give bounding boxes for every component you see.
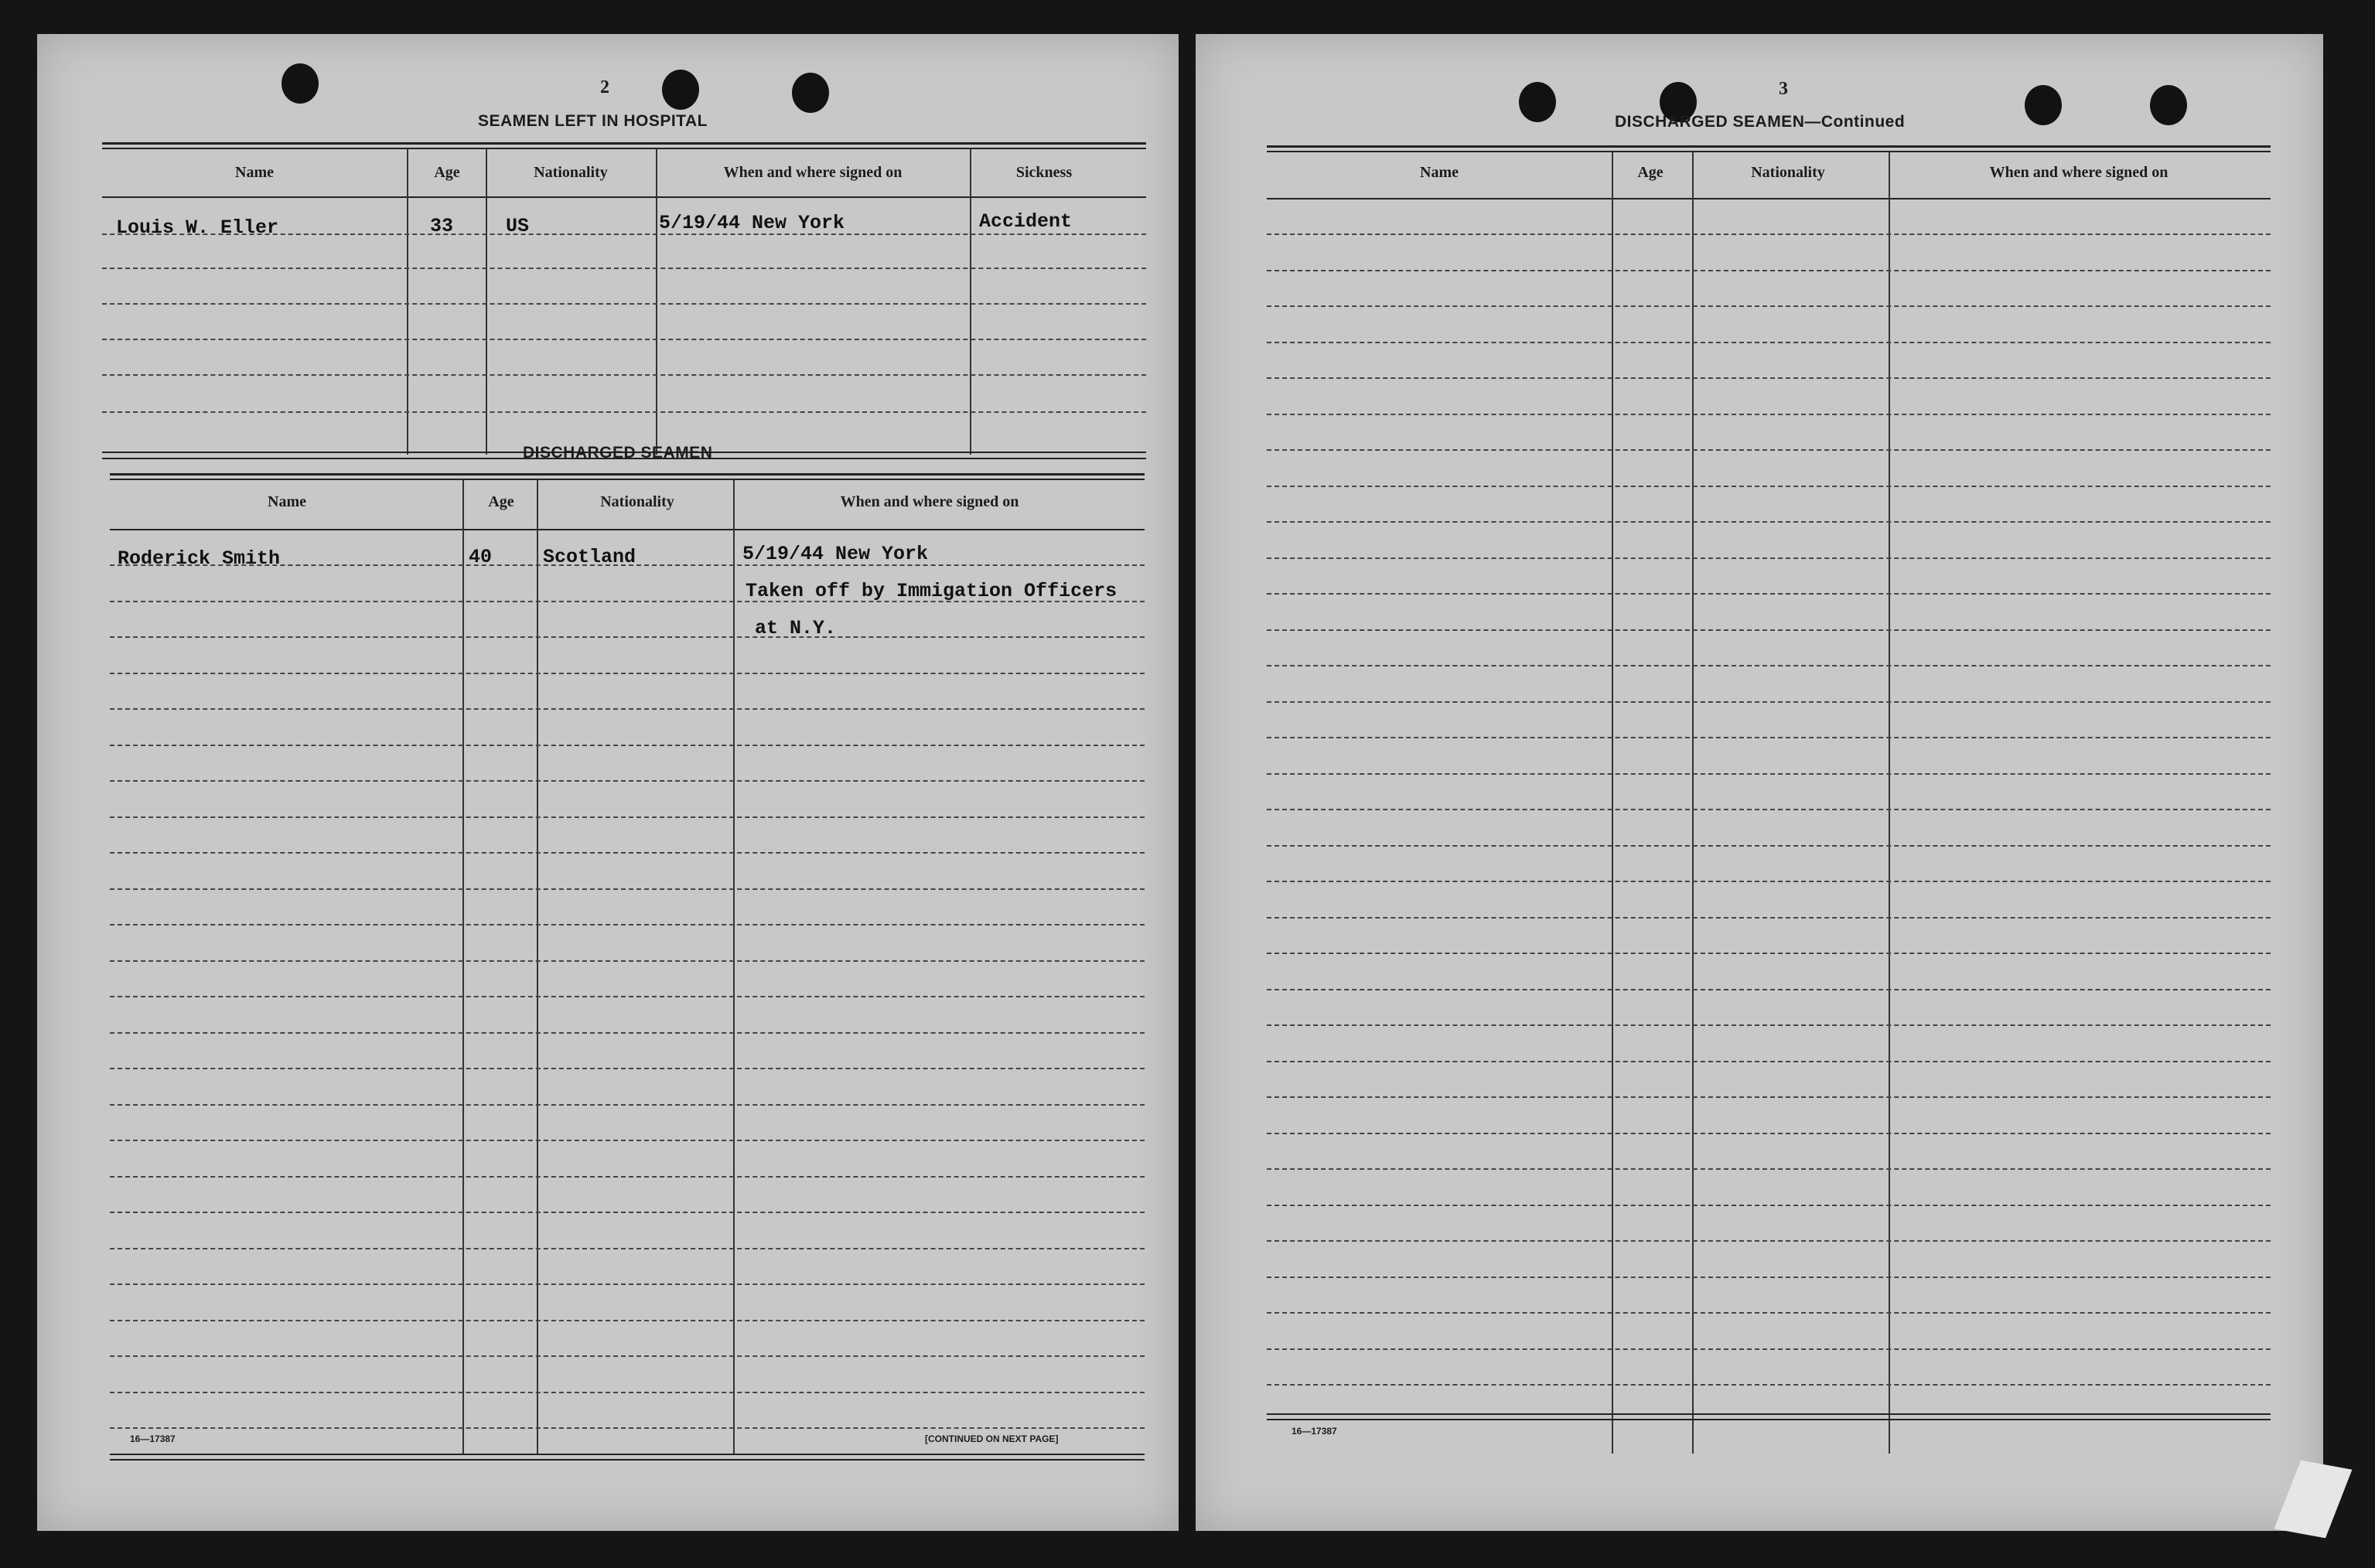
row-line xyxy=(110,601,1145,602)
continued-section-title: DISCHARGED SEAMEN—Continued xyxy=(1615,113,1906,131)
table-rule xyxy=(1267,145,2271,148)
column-header: Age xyxy=(1637,164,1664,181)
row-line xyxy=(110,1032,1145,1034)
column-header: Nationality xyxy=(534,164,608,181)
hospital-signed-on: 5/19/44 New York xyxy=(659,212,845,234)
column-header: Name xyxy=(235,164,274,181)
row-line xyxy=(1267,486,2271,487)
punch-hole xyxy=(662,70,699,110)
column-divider xyxy=(733,479,735,1454)
row-line xyxy=(1267,665,2271,666)
column-divider xyxy=(537,479,538,1454)
row-line xyxy=(110,1248,1145,1249)
row-line xyxy=(1267,557,2271,559)
row-line xyxy=(1267,270,2271,271)
punch-hole xyxy=(2025,85,2062,125)
row-line xyxy=(110,636,1145,638)
row-line xyxy=(1267,1096,2271,1098)
row-line xyxy=(1267,629,2271,631)
row-line xyxy=(110,1104,1145,1106)
row-line xyxy=(110,1068,1145,1069)
row-line xyxy=(110,852,1145,854)
row-line xyxy=(1267,414,2271,415)
row-line xyxy=(1267,1024,2271,1026)
column-header: Sickness xyxy=(1015,164,1073,181)
table-rule xyxy=(102,148,1146,149)
right-page xyxy=(1196,34,2323,1531)
row-line xyxy=(110,1283,1145,1285)
row-line xyxy=(110,888,1145,890)
row-line xyxy=(1267,1277,2271,1278)
row-line xyxy=(1267,881,2271,882)
discharged-signed-on: 5/19/44 New York xyxy=(742,543,929,565)
row-line xyxy=(110,1392,1145,1393)
column-divider xyxy=(656,148,657,455)
table-bottom-rule xyxy=(1267,1419,2271,1420)
row-line xyxy=(110,1176,1145,1178)
row-line xyxy=(1267,305,2271,307)
page-number: 3 xyxy=(1779,79,1788,99)
table-rule xyxy=(110,473,1145,476)
row-line xyxy=(1267,342,2271,343)
column-divider xyxy=(1612,152,1613,1454)
row-line xyxy=(110,1355,1145,1357)
row-line xyxy=(1267,1133,2271,1134)
discharged-section-title: DISCHARGED SEAMEN xyxy=(523,444,713,462)
row-line xyxy=(110,780,1145,782)
row-line xyxy=(102,374,1146,376)
row-line xyxy=(102,411,1146,413)
column-header: Age xyxy=(434,164,460,181)
row-line xyxy=(110,1212,1145,1213)
form-code: 16—17387 xyxy=(1292,1426,1337,1437)
row-line xyxy=(1267,845,2271,847)
row-line xyxy=(110,960,1145,962)
row-line xyxy=(110,745,1145,746)
row-line xyxy=(1267,233,2271,235)
row-line xyxy=(1267,701,2271,703)
row-line xyxy=(1267,449,2271,451)
hospital-nationality: US xyxy=(506,215,530,237)
column-divider xyxy=(486,148,487,455)
row-line xyxy=(102,268,1146,269)
column-header: Nationality xyxy=(600,493,674,510)
column-divider xyxy=(1692,152,1694,1454)
hospital-name: Louis W. Eller xyxy=(116,216,279,239)
row-line xyxy=(1267,521,2271,523)
table-bottom-rule xyxy=(110,1454,1145,1455)
row-line xyxy=(110,996,1145,997)
hospital-section-title: SEAMEN LEFT IN HOSPITAL xyxy=(478,112,708,130)
header-rule xyxy=(1267,198,2271,199)
row-line xyxy=(1267,1240,2271,1242)
header-rule xyxy=(110,529,1145,530)
discharged-nationality: Scotland xyxy=(543,546,636,568)
hospital-age: 33 xyxy=(430,215,454,237)
row-line xyxy=(1267,1205,2271,1206)
hospital-sickness: Accident xyxy=(979,210,1073,233)
row-line xyxy=(102,303,1146,305)
table-bottom-rule xyxy=(1267,1413,2271,1415)
discharged-note: at N.Y. xyxy=(755,617,837,639)
column-header: When and where signed on xyxy=(840,493,1019,510)
row-line xyxy=(110,564,1145,566)
column-header: Nationality xyxy=(1751,164,1825,181)
row-line xyxy=(110,708,1145,710)
page-number: 2 xyxy=(600,77,609,97)
column-header: Age xyxy=(488,493,514,510)
column-divider xyxy=(407,148,408,455)
column-header: When and where signed on xyxy=(723,164,903,181)
row-line xyxy=(1267,1168,2271,1170)
row-line xyxy=(110,816,1145,818)
form-code: 16—17387 xyxy=(130,1433,176,1444)
left-page xyxy=(37,34,1179,1531)
row-line xyxy=(1267,773,2271,775)
row-line xyxy=(1267,737,2271,738)
column-divider xyxy=(462,479,464,1454)
row-line xyxy=(1267,1061,2271,1062)
continued-note: [CONTINUED ON NEXT PAGE] xyxy=(925,1433,1059,1444)
row-line xyxy=(1267,1312,2271,1314)
row-line xyxy=(1267,1384,2271,1386)
table-rule xyxy=(1267,151,2271,152)
row-line xyxy=(102,339,1146,340)
row-line xyxy=(1267,377,2271,379)
punch-hole xyxy=(1519,82,1556,122)
punch-hole xyxy=(792,73,829,113)
discharged-name: Roderick Smith xyxy=(118,547,281,570)
row-line xyxy=(1267,917,2271,919)
table-rule xyxy=(102,142,1146,145)
row-line xyxy=(1267,809,2271,810)
column-header: When and where signed on xyxy=(1989,164,2169,181)
column-divider xyxy=(970,148,971,455)
column-header: Name xyxy=(1420,164,1459,181)
discharged-age: 40 xyxy=(469,546,493,568)
row-line xyxy=(110,1427,1145,1429)
row-line xyxy=(1267,1348,2271,1350)
table-bottom-rule xyxy=(110,1459,1145,1461)
header-rule xyxy=(102,196,1146,198)
row-line xyxy=(110,1320,1145,1321)
row-line xyxy=(1267,593,2271,595)
punch-hole xyxy=(282,63,319,104)
column-header: Name xyxy=(268,493,306,510)
punch-hole xyxy=(2150,85,2187,125)
table-rule xyxy=(110,479,1145,480)
row-line xyxy=(110,924,1145,925)
row-line xyxy=(110,673,1145,674)
row-line xyxy=(110,1140,1145,1141)
discharged-note: Taken off by Immigation Officers xyxy=(746,580,1118,602)
folded-corner xyxy=(2274,1461,2353,1539)
column-divider xyxy=(1889,152,1890,1454)
row-line xyxy=(1267,953,2271,954)
row-line xyxy=(1267,989,2271,990)
